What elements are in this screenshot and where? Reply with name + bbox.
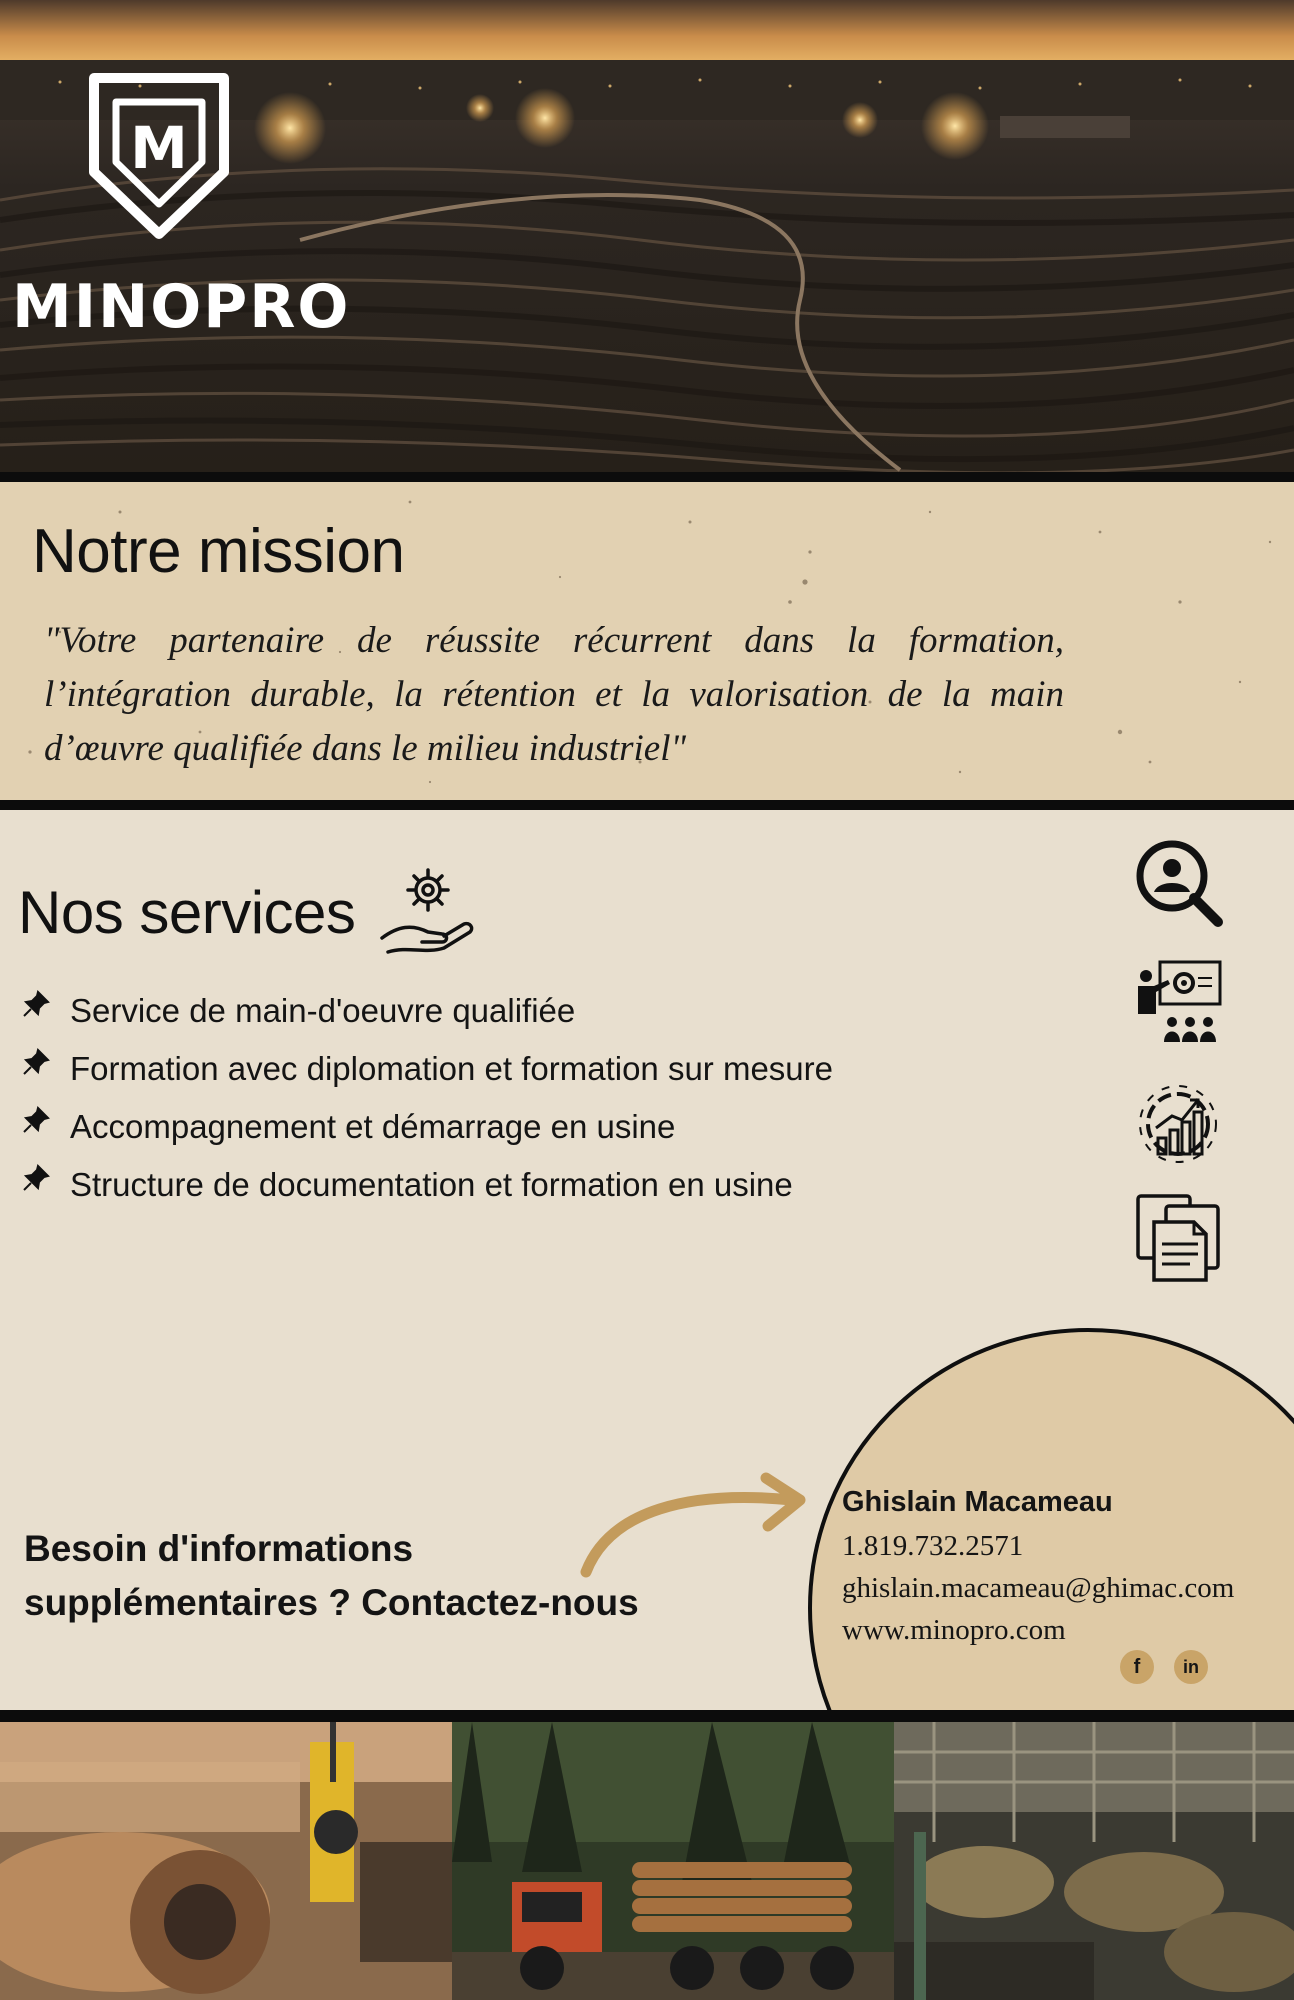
pushpin-icon	[22, 1164, 50, 1192]
logging-truck-photo	[452, 1722, 894, 2000]
service-label: Formation avec diplomation et formation sur mesure	[70, 1050, 833, 1087]
contact-cta	[24, 1522, 639, 1630]
arrow-right-icon	[570, 1470, 820, 1590]
mission-quote: "Votre partenaire de réussite récurrent dans la formation, l’intégration durable, la rétention et la valorisation de la main d’œuvre qualifiée dans le milieu industriel"	[44, 620, 1064, 769]
contact-phone[interactable]: 1.819.732.2571	[842, 1530, 1024, 1562]
pushpin-icon	[22, 1106, 50, 1134]
minopro-logo-icon	[88, 72, 230, 242]
training-presentation-icon	[1132, 956, 1224, 1048]
industrial-plant-photo	[894, 1722, 1294, 2000]
cta-line-1: Besoin d'informations	[24, 1528, 414, 1569]
photo-strip	[0, 1722, 1294, 2000]
service-label: Structure de documentation et formation en usine	[70, 1166, 793, 1203]
paper-rolls-photo	[0, 1722, 452, 2000]
contact-name: Ghislain Macameau	[842, 1486, 1113, 1518]
divider-mission	[0, 800, 1294, 810]
service-label: Service de main-d'oeuvre qualifiée	[70, 992, 576, 1029]
contact-website[interactable]: www.minopro.com	[842, 1614, 1066, 1646]
pushpin-icon	[22, 1048, 50, 1076]
mission-section	[0, 482, 1294, 800]
brand-name: MINOPRO	[12, 272, 351, 342]
documents-icon	[1132, 1192, 1224, 1284]
cta-line-2: supplémentaires ? Contactez-nous	[24, 1582, 639, 1623]
pushpin-icon	[22, 990, 50, 1018]
divider-top	[0, 472, 1294, 482]
services-title: Nos services	[18, 879, 356, 946]
service-label: Accompagnement et démarrage en usine	[70, 1108, 676, 1145]
hero-banner	[0, 0, 1294, 472]
facebook-icon[interactable]: f	[1120, 1650, 1154, 1684]
person-search-icon	[1132, 836, 1224, 928]
divider-bottom	[0, 1710, 1294, 1722]
contact-email[interactable]: ghislain.macameau@ghimac.com	[842, 1572, 1235, 1604]
linkedin-icon[interactable]: in	[1174, 1650, 1208, 1684]
mission-title: Notre mission	[32, 517, 405, 586]
logo-letter: M	[130, 114, 188, 182]
hand-gear-icon	[378, 862, 478, 962]
gear-growth-chart-icon	[1132, 1078, 1224, 1170]
